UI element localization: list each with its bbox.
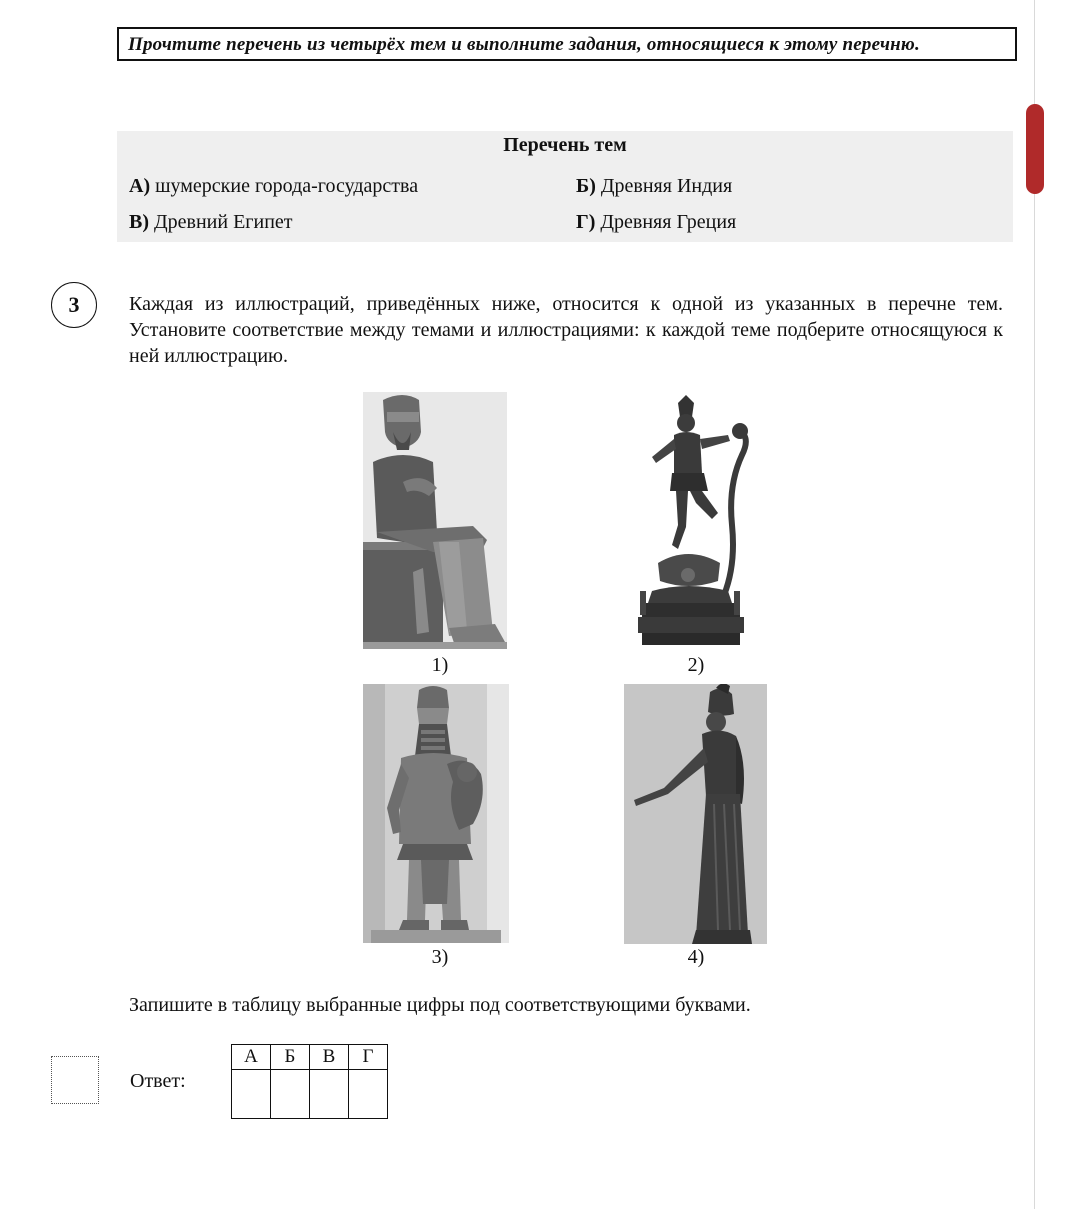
score-box [51, 1056, 99, 1104]
answer-cell-v[interactable] [310, 1070, 349, 1119]
topics-list [117, 131, 1013, 242]
seated-pharaoh-statue-icon [363, 392, 507, 649]
question-text: Каждая из иллюстраций, приведённых ниже, относится к одной из указанных в перечне тем. Установите соответствие между темами и иллюстрациями: к каждой теме подберите относящуюся к ней иллюстрацию. [129, 293, 1003, 367]
illustration-caption: 2) [687, 654, 705, 676]
scrollbar-thumb[interactable] [1026, 104, 1044, 194]
bearded-king-relief-icon [363, 684, 509, 943]
illustration-2 [628, 395, 756, 650]
dancing-bronze-figure-icon [628, 395, 756, 650]
illustration-caption: 3) [431, 946, 449, 968]
answer-header-a: А [232, 1045, 271, 1070]
answer-header-row [232, 1045, 388, 1070]
illustration-caption: 1) [431, 654, 449, 676]
topic-text: шумерские города-государства [155, 175, 419, 197]
answer-instruction: Запишите в таблицу выбранные цифры под соответствующими буквами. [129, 994, 751, 1016]
answer-input-row [232, 1070, 388, 1119]
illustration-caption: 4) [687, 946, 705, 968]
topics-title: Перечень тем [503, 134, 627, 156]
answer-label: Ответ: [130, 1070, 186, 1092]
topic-g [576, 211, 736, 234]
topic-letter: Б) [576, 175, 596, 197]
topic-letter: В) [129, 211, 149, 233]
illustration-1 [363, 392, 507, 649]
helmeted-goddess-statue-icon [624, 684, 767, 944]
answer-cell-g[interactable] [349, 1070, 388, 1119]
answer-header-v: В [310, 1045, 349, 1070]
answer-table [231, 1044, 388, 1119]
topic-letter: А) [129, 175, 151, 197]
topic-text: Древняя Греция [600, 211, 737, 233]
answer-cell-a[interactable] [232, 1070, 271, 1119]
topic-v [129, 211, 293, 234]
answer-header-b: Б [271, 1045, 310, 1070]
illustration-3 [363, 684, 509, 943]
topic-a [129, 175, 418, 198]
question-number: 3 [51, 282, 97, 328]
topic-text: Древний Египет [154, 211, 293, 233]
topic-text: Древняя Индия [600, 175, 733, 197]
answer-cell-b[interactable] [271, 1070, 310, 1119]
topic-letter: Г) [576, 211, 596, 233]
intro-instruction: Прочтите перечень из четырёх тем и выполните задания, относящиеся к этому перечню. [117, 27, 1017, 61]
answer-header-g: Г [349, 1045, 388, 1070]
topic-b [576, 175, 732, 198]
illustration-4 [624, 684, 767, 944]
